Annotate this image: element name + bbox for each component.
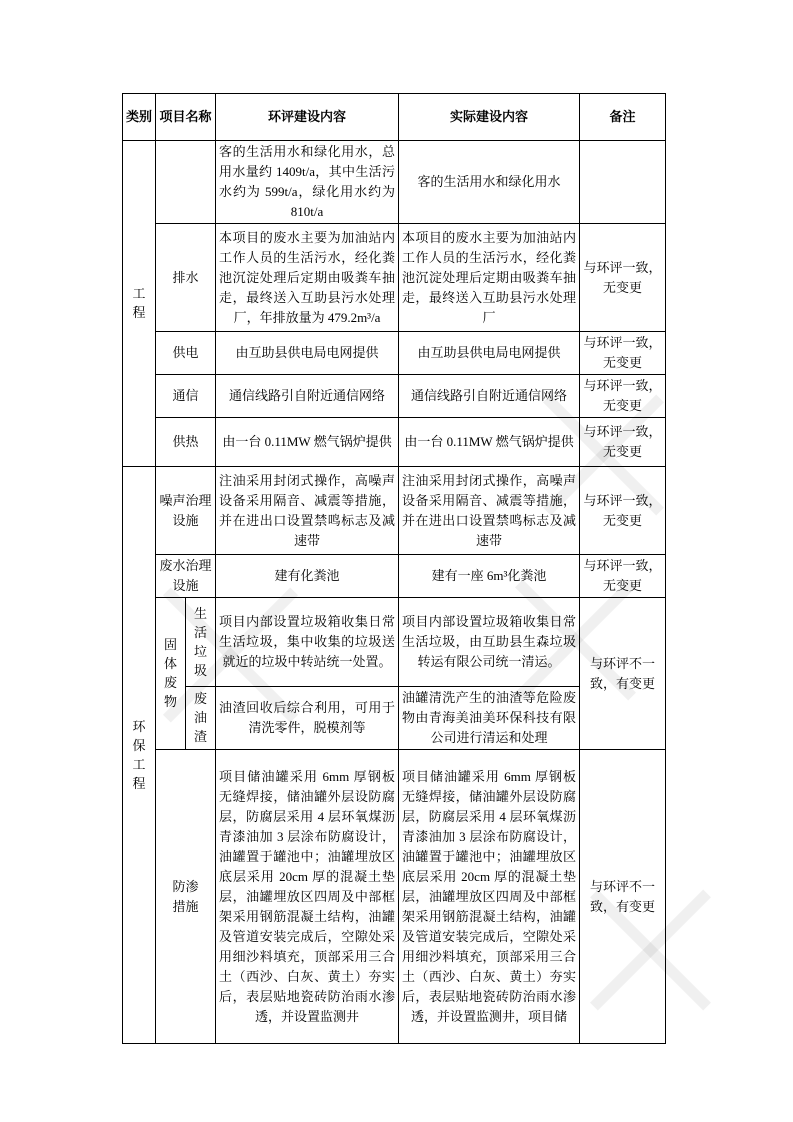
table-row: [123, 141, 666, 224]
cell-r0-eia: 客的生活用水和绿化用水，总用水量约 1409t/a，其中生活污水约为 599t/a，绿化用水约为 810t/a: [216, 141, 399, 224]
cell-r5-project-name: 噪声治理设施: [156, 467, 216, 555]
cell-r7-project-name: [186, 598, 216, 687]
cell-r2-project-name: 供电: [156, 332, 216, 375]
cell-r4-eia: 由一台 0.11MW 燃气锅炉提供: [216, 418, 399, 467]
cell-r2-eia: 由互助县供电局电网提供: [216, 332, 399, 375]
category-cell-env-protection: [123, 467, 156, 1044]
category-cell-engineering: [123, 141, 156, 467]
cell-r0-project-name: [156, 141, 216, 224]
cell-r9-project-name: [156, 750, 216, 1044]
header-eia-content: 环评建设内容: [216, 94, 399, 141]
label-anti-seepage: 防渗措施: [172, 878, 199, 914]
cell-r5-remark: 与环评一致，无变更: [580, 467, 666, 555]
header-project-name: 项目名称: [156, 94, 216, 141]
cell-r9-eia: 项目储油罐采用 6mm 厚钢板无缝焊接，储油罐外层设防腐层，防腐层采用 4 层环氧煤沥青漆油加 3 层涂布防腐设计，油罐置于罐池中；油罐埋放区底层采用 20cm 厚的混凝土垫层，油罐埋放区四周及中部框架采用钢筋混凝土结构，油罐及管道安装完成后，空隙处采用细沙料填充，顶部采用三合土（西沙、白灰、黄土）夯实后，表层贴地瓷砖防治雨水渗透，并设置监测井: [216, 750, 399, 1044]
table-row: [123, 375, 666, 418]
cell-r4-actual: 由一台 0.11MW 燃气锅炉提供: [399, 418, 580, 467]
cell-r8-eia: 油渣回收后综合利用，可用于清洗零件，脱模剂等: [216, 687, 399, 750]
cell-r3-project-name: 通信: [156, 375, 216, 418]
group-label-solid-waste: 固体废物: [163, 637, 177, 709]
table-row: [123, 332, 666, 375]
cell-r6-project-name: 废水治理设施: [156, 555, 216, 598]
table-row: [123, 555, 666, 598]
cell-r9-remark: 与环评不一致，有变更: [580, 750, 666, 1044]
cell-r4-remark: 与环评一致，无变更: [580, 418, 666, 467]
table-row: [123, 418, 666, 467]
cell-r3-eia: 通信线路引自附近通信网络: [216, 375, 399, 418]
cell-r7-actual: 项目内部设置垃圾箱收集日常生活垃圾，由互助县生森垃圾转运有限公司统一清运。: [399, 598, 580, 687]
table-header-row: [123, 94, 666, 141]
table-row: [123, 224, 666, 332]
cell-r5-eia: 注油采用封闭式操作，高噪声设备采用隔音、减震等措施，并在进出口设置禁鸣标志及减速带: [216, 467, 399, 555]
group-cell-solid-waste: [156, 598, 186, 750]
cell-r4-project-name: 供热: [156, 418, 216, 467]
cell-r9-actual: 项目储油罐采用 6mm 厚钢板无缝焊接，储油罐外层设防腐层，防腐层采用 4 层环氧煤沥青漆油加 3 层涂布防腐设计，油罐置于罐池中；油罐埋放区底层采用 20cm 厚的混凝土垫层，油罐埋放区四周及中部框架采用钢筋混凝土结构，油罐及管道安装完成后，空隙处采用细沙料填充，顶部采用三合土（西沙、白灰、黄土）夯实后，表层贴地瓷砖防治雨水渗透，并设置监测井，项目储: [399, 750, 580, 1044]
table-row: [123, 598, 666, 687]
cell-r0-remark: [580, 141, 666, 224]
table-row: [123, 750, 666, 1044]
category-label-engineering: 工程: [132, 286, 146, 320]
cell-r2-remark: 与环评一致，无变更: [580, 332, 666, 375]
cell-r1-actual: 本项目的废水主要为加油站内工作人员的生活污水，经化粪池沉淀处理后定期由吸粪车抽走，最终送入互助县污水处理厂: [399, 224, 580, 332]
category-label-env-protection: 环保工程: [132, 718, 146, 791]
cell-r6-remark: 与环评一致，无变更: [580, 555, 666, 598]
cell-r6-eia: 建有化粪池: [216, 555, 399, 598]
cell-r7-remark: 与环评不一致，有变更: [580, 598, 666, 750]
cell-r6-actual: 建有一座 6m³化粪池: [399, 555, 580, 598]
construction-comparison-table: [122, 93, 666, 1044]
cell-r1-remark: 与环评一致，无变更: [580, 224, 666, 332]
cell-r8-project-name: [186, 687, 216, 750]
cell-r3-actual: 通信线路引自附近通信网络: [399, 375, 580, 418]
label-waste-oil-residue: 废油渣: [193, 691, 207, 744]
cell-r1-project-name: 排水: [156, 224, 216, 332]
cell-r0-actual: 客的生活用水和绿化用水: [399, 141, 580, 224]
cell-r1-eia: 本项目的废水主要为加油站内工作人员的生活污水，经化粪池沉淀处理后定期由吸粪车抽走，最终送入互助县污水处理厂，年排放量为 479.2m³/a: [216, 224, 399, 332]
label-domestic-garbage: 生活垃圾: [193, 605, 207, 678]
cell-r7-eia: 项目内部设置垃圾箱收集日常生活垃圾，集中收集的垃圾送就近的垃圾中转站统一处置。: [216, 598, 399, 687]
cell-r5-actual: 注油采用封闭式操作，高噪声设备采用隔音、减震等措施，并在进出口设置禁鸣标志及减速带: [399, 467, 580, 555]
table-row: [123, 467, 666, 555]
header-remark: 备注: [580, 94, 666, 141]
cell-r2-actual: 由互助县供电局电网提供: [399, 332, 580, 375]
cell-r3-remark: 与环评一致，无变更: [580, 375, 666, 418]
cell-r8-actual: 油罐清洗产生的油渣等危险废物由青海美油美环保科技有限公司进行清运和处理: [399, 687, 580, 750]
header-actual-content: 实际建设内容: [399, 94, 580, 141]
header-category: 类别: [123, 94, 156, 141]
